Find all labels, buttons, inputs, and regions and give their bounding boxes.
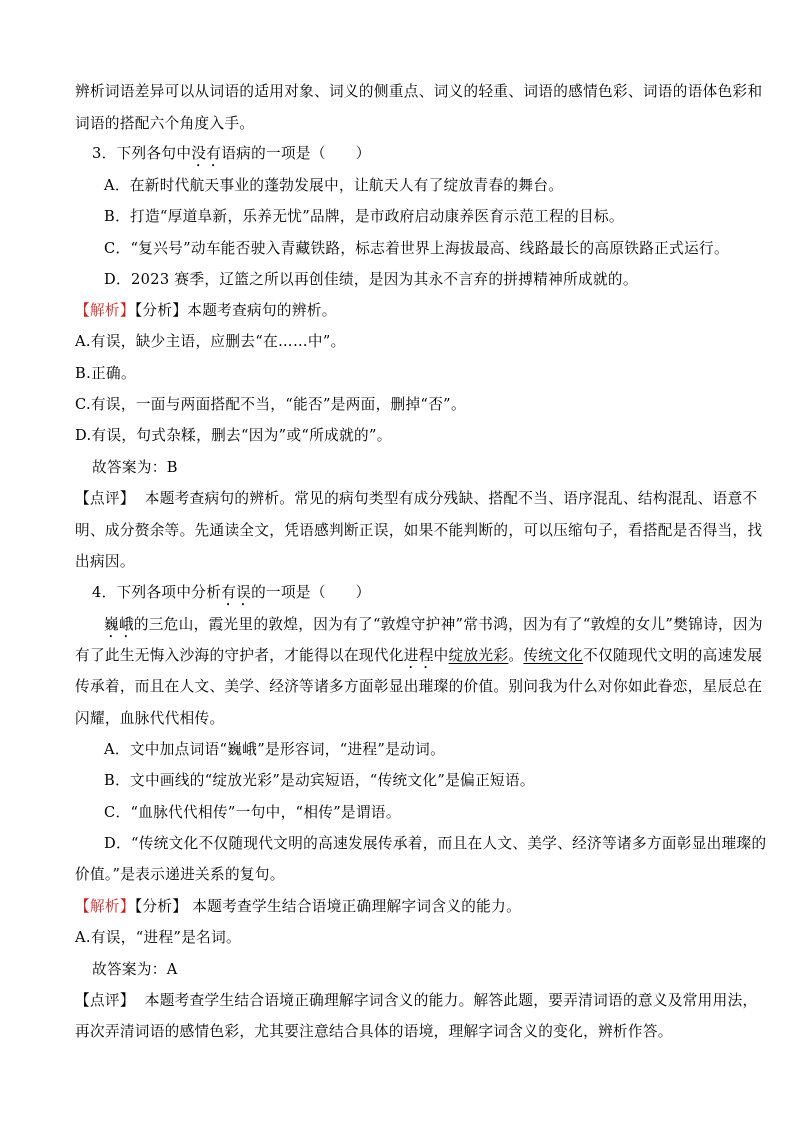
q3-comment-tag: 【点评】 bbox=[75, 490, 135, 507]
q4-passage-line-2 bbox=[75, 646, 762, 672]
q4-comment-text: 本题考查学生结合语境正确理解字词含义的能力。解答此题，要弄清词语的意义及常用用法， bbox=[144, 992, 758, 1009]
q3-analysis-tag: 【解析】 bbox=[75, 302, 135, 319]
q3-stem-pre: 3．下列各句中 bbox=[92, 145, 192, 162]
q4-answer: 故答案为：A bbox=[92, 961, 178, 978]
q4-comment-tag: 【点评】 bbox=[75, 992, 135, 1009]
q4-stem-emphasis: 有误 bbox=[221, 584, 252, 601]
q4-option-d: D．“传统文化不仅随现代文明的高速发展传承着，而且在人文、美学、经济等诸多方面彰显出璀璨的 bbox=[104, 835, 767, 852]
q4-option-d-cont: 价值。”是表示递进关系的复句。 bbox=[75, 866, 285, 883]
q3-analysis-c: C.有误，一面与两面搭配不当，“能否”是两面，删掉“否”。 bbox=[75, 396, 466, 413]
q4-passage-text-1: 的三危山，霞光里的敦煌，因为有了“敦煌守护神”常书鸿，因为有了“敦煌的女儿”樊锦诗，因为 bbox=[133, 616, 763, 633]
q3-answer: 故答案为：B bbox=[92, 459, 178, 476]
q4-stem-pre: 4．下列各项中分析 bbox=[92, 584, 222, 601]
q4-analysis-head bbox=[75, 897, 521, 917]
q4-underlined-phrase-2: 传统文化 bbox=[523, 647, 584, 664]
q4-analysis-text: 【分析】 本题考查学生结合语境正确理解字词含义的能力。 bbox=[134, 898, 522, 915]
intro-line-2: 词语的搭配六个角度入手。 bbox=[75, 115, 255, 132]
q4-comment-2: 再次弄清词语的感情色彩，尤其要注意结合具体的语境，理解字词含义的变化，辨析作答。 bbox=[75, 1023, 673, 1040]
q4-stem bbox=[92, 583, 371, 609]
q4-passage-text-2b: 中 bbox=[433, 647, 449, 664]
q3-stem bbox=[92, 144, 371, 170]
q3-analysis-b: B.正确。 bbox=[75, 365, 136, 382]
q4-analysis-a: A.有误，“进程”是名词。 bbox=[75, 929, 241, 946]
q4-passage-text-2c: 。 bbox=[508, 647, 524, 664]
q4-underlined-phrase-1: 绽放光彩 bbox=[448, 647, 509, 664]
q3-analysis-text: 【分析】本题考查病句的辨析。 bbox=[134, 302, 337, 319]
q3-comment-2: 明、成分赘余等。先通读全文，凭语感判断正误，如果不能判断的，可以压缩句子，看搭配是否得当，找 bbox=[75, 522, 763, 539]
q3-comment-3: 出病因。 bbox=[75, 553, 135, 570]
q4-passage-text-2d: 不仅随现代文明的高速发展 bbox=[583, 647, 763, 664]
q4-passage-line-1 bbox=[104, 615, 763, 641]
q4-comment-1 bbox=[75, 991, 757, 1011]
q3-comment-text: 本题考查病句的辨析。常见的病句类型有成分残缺、搭配不当、语序混乱、结构混乱、语意不 bbox=[144, 490, 758, 507]
q3-stem-emphasis: 没有 bbox=[191, 145, 222, 162]
q4-option-c: C．“血脉代代相传”一句中，“相传”是谓语。 bbox=[104, 804, 401, 821]
q3-option-d: D．2023 赛季，辽篮之所以再创佳绩，是因为其永不言弃的拼搏精神所成就的。 bbox=[104, 271, 638, 288]
q3-option-b: B．打造“厚道阜新，乐养无忧”品牌，是市政府启动康养医育示范工程的目标。 bbox=[104, 208, 624, 225]
q4-passage-line-4: 闪耀，血脉代代相传。 bbox=[75, 710, 225, 727]
q4-dotted-word-1: 巍峨 bbox=[104, 616, 134, 633]
q3-analysis-d: D.有误，句式杂糅，删去“因为”或“所成就的”。 bbox=[75, 427, 392, 444]
q4-dotted-word-2: 进程 bbox=[403, 647, 434, 664]
q4-stem-post: 的一项是（ ） bbox=[251, 584, 371, 601]
q4-passage-text-2a: 有了此生无悔入沙海的守护者，才能得以在现代化 bbox=[75, 647, 404, 664]
q4-passage-line-3: 传承着，而且在人文、美学、经济等诸多方面彰显出璀璨的价值。别问我为什么对你如此眷恋，星辰总在 bbox=[75, 678, 763, 695]
q4-option-a: A．文中加点词语“巍峨”是形容词，“进程”是动词。 bbox=[104, 741, 446, 758]
intro-line-1: 辨析词语差异可以从词语的适用对象、词义的侧重点、词义的轻重、词语的感情色彩、词语的语体色彩和 bbox=[75, 83, 763, 100]
q3-stem-post: 语病的一项是（ ） bbox=[221, 145, 371, 162]
q4-option-b: B．文中画线的“绽放光彩”是动宾短语，“传统文化”是偏正短语。 bbox=[104, 772, 535, 789]
q3-analysis-a: A.有误，缺少主语，应删去“在……中”。 bbox=[75, 333, 346, 350]
q3-comment-1 bbox=[75, 489, 757, 509]
q3-analysis-head bbox=[75, 301, 337, 321]
q3-option-c: C．“复兴号”动车能否驶入青藏铁路，标志着世界上海拔最高、线路最长的高原铁路正式运行。 bbox=[104, 240, 729, 257]
q3-option-a: A．在新时代航天事业的蓬勃发展中，让航天人有了绽放青春的舞台。 bbox=[104, 177, 564, 194]
q4-analysis-tag: 【解析】 bbox=[75, 898, 135, 915]
